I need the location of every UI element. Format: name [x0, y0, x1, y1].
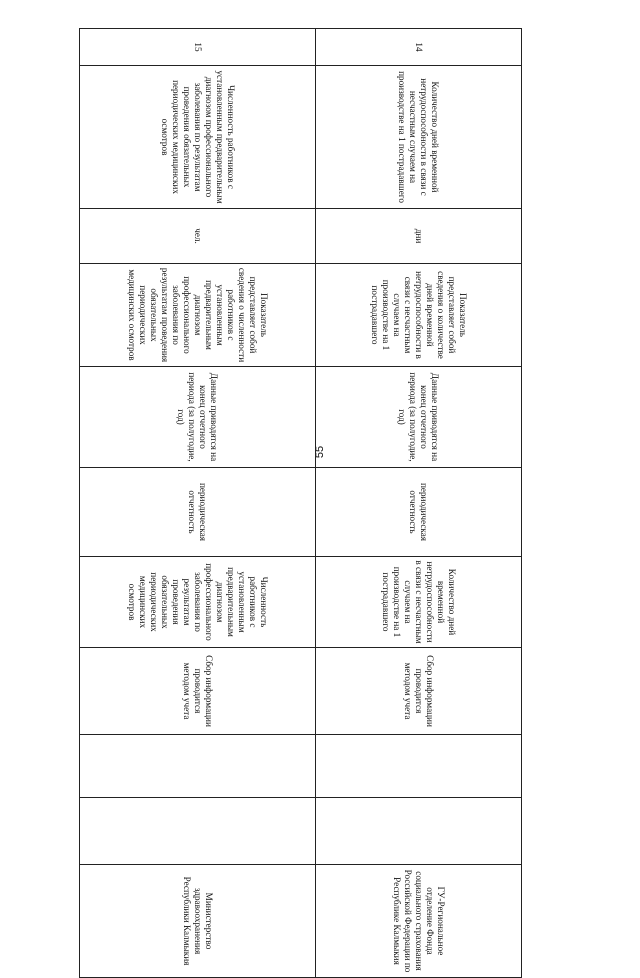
- data-source: периодическая отчетность: [316, 468, 522, 557]
- reporting-period: Данные приводятся на конец отчетного периода (за полугодие, год): [80, 367, 316, 468]
- table-wrapper: [80, 28, 522, 973]
- collection-method: Сбор информации проводится методом учета: [316, 648, 522, 735]
- empty-cell: [80, 798, 316, 865]
- unit-of-measure: чел.: [80, 209, 316, 264]
- table-row: [80, 29, 316, 978]
- data-source: периодическая отчетность: [80, 468, 316, 557]
- indicator-table: [79, 28, 522, 978]
- row-number: 15: [80, 29, 316, 66]
- indicator-name: Количество дней временной нетрудоспособности в связи с несчастным случаем на производстве на 1 пострадавшего: [316, 66, 522, 209]
- empty-cell: [316, 798, 522, 865]
- empty-cell: [80, 735, 316, 798]
- responsible-body: ГУ-Региональное отделение Фонда социального страхования Российской Федерации по Республике Калмыкия: [316, 865, 522, 978]
- indicator-name: Численность работников с установленным предварительным диагнозом профессионального заболевания по результатам проведения обязательных периодических медицинских осмотров: [80, 66, 316, 209]
- unit-of-measure: дни: [316, 209, 522, 264]
- calculation-basis: Численность работников с установленным предварительным диагнозом профессионального заболевания по результатам проведения обязательных периодических медицинских осмотров: [80, 557, 316, 648]
- collection-method: Сбор информации проводится методом учета: [80, 648, 316, 735]
- reporting-period: Данные приводятся на конец отчетного периода (за полугодие, год): [316, 367, 522, 468]
- table-row: [316, 29, 522, 978]
- page-number: 55: [314, 445, 326, 459]
- responsible-body: Министерство здравоохранения Республики Калмыкия: [80, 865, 316, 978]
- empty-cell: [316, 735, 522, 798]
- indicator-description: Показатель представляет собой сведения о численности работников с установленным предварительным диагнозом профессионального заболевания по результатам проведения обязательных периодических медицинских осмотров: [80, 264, 316, 367]
- row-number: 14: [316, 29, 522, 66]
- indicator-description: Показатель представляет собой сведения о количестве дней временной нетрудоспособности в связи с несчастным случаем на производстве на 1 пострадавшего: [316, 264, 522, 367]
- calculation-basis: Количество дней временной нетрудоспособности в связи с несчастным случаем на производстве на 1 пострадавшего: [316, 557, 522, 648]
